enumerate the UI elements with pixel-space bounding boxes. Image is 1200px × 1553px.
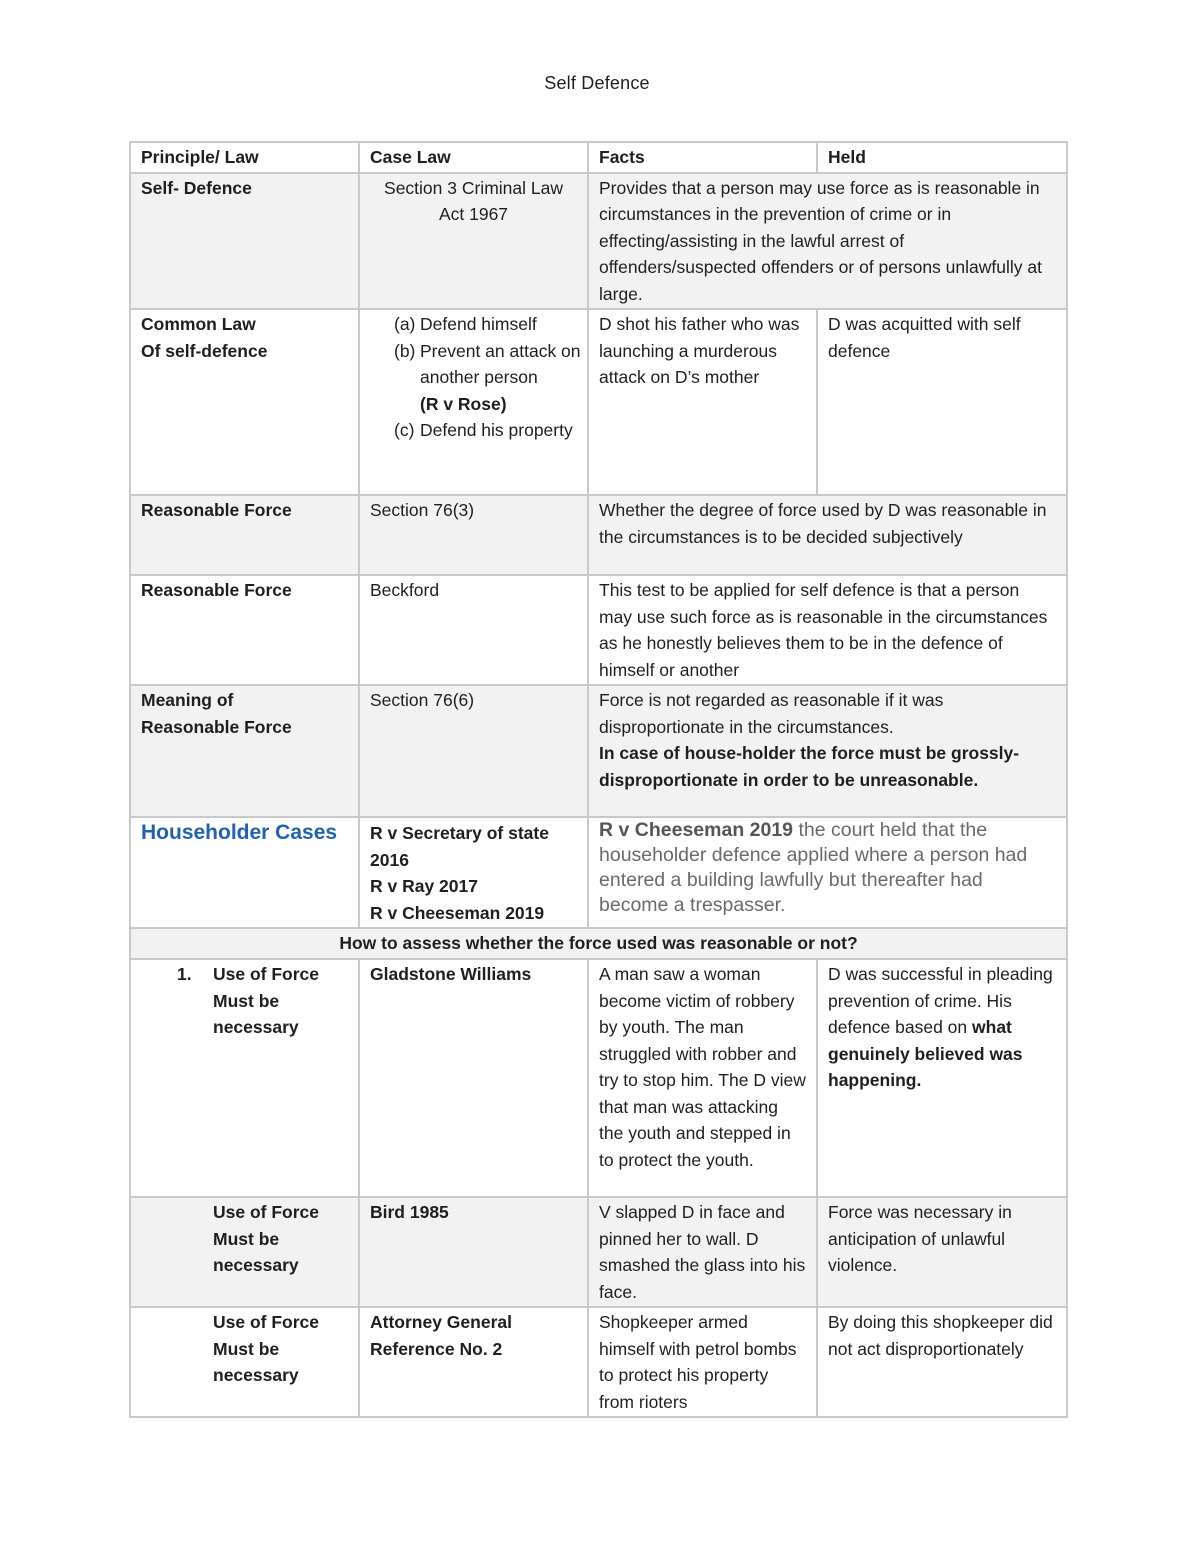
facts-cell: Whether the degree of force used by D was reasonable in the circumstances is to be decided subjectively: [588, 495, 1067, 575]
facts-cell: [588, 817, 1067, 928]
case-name: R v Secretary of state 2016: [370, 823, 549, 870]
self-defence-table: [129, 141, 1068, 1418]
principle-text: Use of Force Must be necessary: [213, 1312, 319, 1385]
list-marker: (c): [394, 420, 415, 440]
list-number: 1.: [177, 964, 192, 984]
defence-list: [360, 311, 581, 444]
principle-cell: [130, 1307, 359, 1417]
case-law-cell: Bird 1985: [359, 1197, 588, 1307]
facts-text: the court held that the householder defence applied where a person had entered a building lawfully but thereafter had become a trespasser.: [599, 819, 1028, 916]
principle-text: Use of Force Must be necessary: [213, 964, 319, 1037]
section-heading: How to assess whether the force used was reasonable or not?: [130, 928, 1067, 959]
facts-cell: Provides that a person may use force as is reasonable in circumstances in the prevention of crime or in effecting/assisting in the lawful arrest of offenders/suspected offenders or of persons unlawfully at large.: [588, 173, 1067, 310]
principle-cell: Reasonable Force: [130, 495, 359, 575]
facts-bold-text: In case of house-holder the force must be grossly-disproportionate in order to be unreasonable.: [599, 743, 1020, 790]
table-row: [130, 817, 1067, 928]
case-law-cell: [359, 817, 588, 928]
held-cell: Force was necessary in anticipation of unlawful violence.: [817, 1197, 1067, 1307]
table-row: [130, 575, 1067, 685]
principle-cell: Self- Defence: [130, 173, 359, 310]
case-law-cell: Attorney General Reference No. 2: [359, 1307, 588, 1417]
case-law-cell: Beckford: [359, 575, 588, 685]
facts-cell: [588, 685, 1067, 817]
case-reference: (R v Rose): [420, 393, 507, 414]
held-cell: [817, 959, 1067, 1197]
list-marker: (b): [394, 340, 416, 361]
householder-heading: Householder Cases: [141, 821, 338, 844]
case-name: R v Ray 2017: [370, 876, 478, 896]
case-law-cell: Section 76(6): [359, 685, 588, 817]
list-marker: (a): [394, 314, 416, 334]
principle-line: Of self-defence: [141, 340, 268, 361]
held-bold-text: what genuinely believed was happening.: [828, 1017, 1023, 1090]
principle-cell: [130, 685, 359, 817]
case-law-cell: [359, 309, 588, 495]
principle-line: Common Law: [141, 314, 256, 334]
document-title: Self Defence: [544, 73, 650, 93]
case-name: R v Cheeseman 2019: [370, 902, 545, 923]
principle-text: Use of Force Must be necessary: [213, 1202, 319, 1275]
case-reference: R v Cheeseman 2019: [599, 819, 794, 841]
facts-text: Force is not regarded as reasonable if it was disproportionate in the circumstances.: [599, 690, 944, 737]
principle-cell: [130, 309, 359, 495]
table-row: [130, 685, 1067, 817]
table-row: [130, 1197, 1067, 1307]
list-text: Prevent an attack on another person: [420, 340, 581, 387]
list-item: [360, 311, 581, 338]
table-header-row: [130, 142, 1067, 173]
principle-line: Meaning of: [141, 690, 234, 710]
list-item: [360, 338, 581, 418]
header-principle: Principle/ Law: [130, 142, 359, 173]
principle-line: Reasonable Force: [141, 716, 292, 737]
facts-cell: D shot his father who was launching a murderous attack on D’s mother: [588, 309, 817, 495]
section-heading-row: [130, 928, 1067, 959]
case-law-cell: Section 76(3): [359, 495, 588, 575]
held-cell: D was acquitted with self defence: [817, 309, 1067, 495]
case-law-cell: Section 3 Criminal Law Act 1967: [359, 173, 588, 310]
list-text: Defend himself: [420, 314, 537, 334]
principle-cell: [130, 959, 359, 1197]
principle-cell: Reasonable Force: [130, 575, 359, 685]
table-row: [130, 495, 1067, 575]
header-facts: Facts: [588, 142, 817, 173]
principle-cell: [130, 817, 359, 928]
table-row: [130, 173, 1067, 310]
case-law-cell: Gladstone Williams: [359, 959, 588, 1197]
held-cell: By doing this shopkeeper did not act disproportionately: [817, 1307, 1067, 1417]
facts-cell: A man saw a woman become victim of robbery by youth. The man struggled with robber and try to stop him. The D view that man was attacking the youth and stepped in to protect the youth.: [588, 959, 817, 1197]
facts-cell: V slapped D in face and pinned her to wall. D smashed the glass into his face.: [588, 1197, 817, 1307]
held-text: D was successful in pleading prevention of crime. His defence based on: [828, 964, 1053, 1037]
principle-cell: [130, 1197, 359, 1307]
list-text: Defend his property: [420, 420, 573, 440]
list-item: [360, 417, 581, 444]
table-row: [130, 309, 1067, 495]
table-row: [130, 1307, 1067, 1417]
table-row: [130, 959, 1067, 1197]
header-held: Held: [817, 142, 1067, 173]
facts-cell: This test to be applied for self defence is that a person may use such force as is reasonable in the circumstances as he honestly believes them to be in the defence of himself or another: [588, 575, 1067, 685]
facts-cell: Shopkeeper armed himself with petrol bombs to protect his property from rioters: [588, 1307, 817, 1417]
header-case-law: Case Law: [359, 142, 588, 173]
